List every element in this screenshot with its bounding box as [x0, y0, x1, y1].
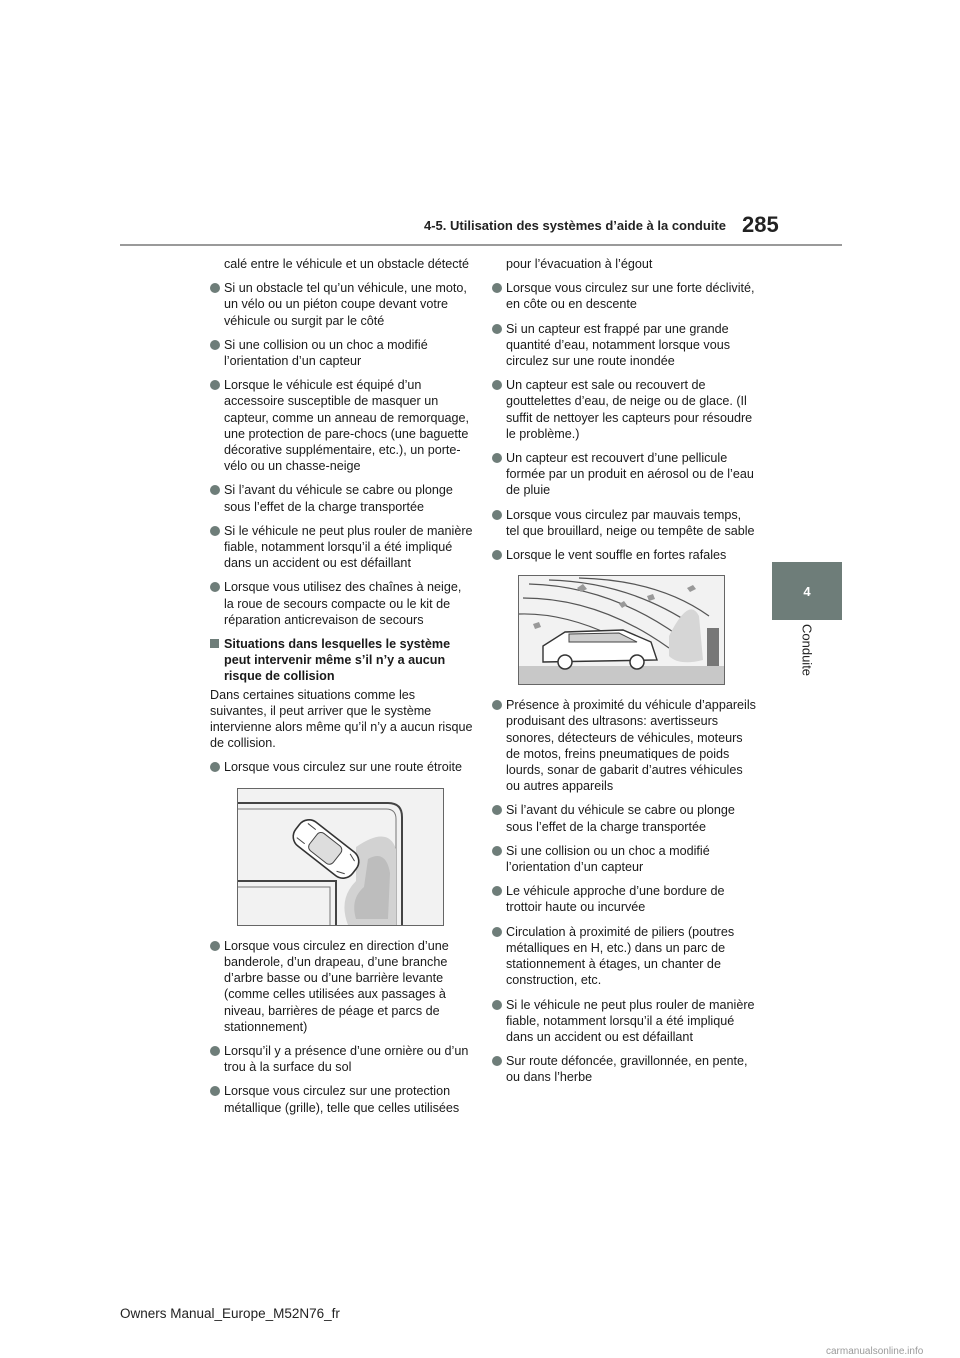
- wind-gust-svg: [519, 576, 724, 684]
- list-item: [492, 321, 756, 370]
- list-item-text: Si une collision ou un choc a modifié l’orientation d’un capteur: [506, 843, 710, 875]
- list-item-text: Lorsque le vent souffle en fortes rafales: [506, 548, 727, 563]
- bullet-icon: [210, 485, 220, 495]
- bullet-icon: [492, 453, 502, 463]
- bullet-icon: [210, 762, 220, 772]
- list-item: [210, 377, 474, 474]
- bullet-icon: [210, 526, 220, 536]
- list-item: [492, 377, 756, 442]
- list-item-text: Si l’avant du véhicule se cabre ou plonge sous l’effet de la charge transportée: [224, 483, 453, 514]
- list-item: [492, 924, 756, 989]
- header-rule: [120, 244, 842, 246]
- list-item-text: Lorsque vous circulez par mauvais temps, tel que brouillard, neige ou tempête de sable: [506, 507, 755, 538]
- bullet-icon: [492, 1056, 502, 1066]
- bullet-icon: [492, 805, 502, 815]
- bullet-icon: [492, 886, 502, 896]
- subheading-text: Situations dans lesquelles le système peut intervenir même s’il n’y a aucun risque de collision: [224, 637, 451, 684]
- list-item: [492, 883, 756, 915]
- header-section-title: 4-5. Utilisation des systèmes d’aide à la conduite: [424, 218, 726, 233]
- chapter-label-text: Conduite: [799, 624, 815, 677]
- list-item: [492, 802, 756, 834]
- list-item: [492, 1053, 756, 1085]
- continuation-text: pour l’évacuation à l’égout: [506, 257, 653, 271]
- page-number: 285: [742, 212, 779, 237]
- bullet-icon: [210, 1086, 220, 1096]
- list-item: [210, 482, 474, 514]
- list-item: [492, 547, 756, 563]
- intro-paragraph: Dans certaines situations comme les suivantes, il peut arriver que le système intervienne alors même qu’il n’y a aucun risque de collision.: [210, 687, 473, 751]
- list-item: [492, 697, 756, 794]
- list-item-text: Un capteur est sale ou recouvert de gouttelettes d’eau, de neige ou de glace. (Il suffit de nettoyer les capteurs pour résoudre le problème.): [506, 378, 753, 441]
- bullet-icon: [492, 324, 502, 334]
- list-item-text: Circulation à proximité de piliers (poutres métalliques en H, etc.) dans un parc de stationnement à étages, un chanter de construction, etc.: [506, 924, 735, 988]
- chapter-tab: 4: [772, 562, 842, 620]
- bullet-icon: [492, 550, 502, 560]
- bullet-icon: [492, 846, 502, 856]
- list-item: [210, 280, 474, 329]
- list-item-text: Si un capteur est frappé par une grande quantité d’eau, notamment lorsque vous circulez sur une route inondée: [506, 321, 731, 369]
- right-column: [492, 256, 756, 1094]
- narrow-road-svg: [238, 789, 443, 925]
- list-item-text: Un capteur est recouvert d’une pellicule formée par un produit en aérosol ou de l’eau de pluie: [506, 451, 754, 498]
- list-item: [210, 579, 474, 628]
- list-item-text: Si l’avant du véhicule se cabre ou plonge sous l’effet de la charge transportée: [506, 803, 735, 834]
- footer-text: Owners Manual_Europe_M52N76_fr: [120, 1306, 340, 1321]
- watermark-text: carmanualsonline.info: [826, 1346, 924, 1357]
- list-item-text: Présence à proximité du véhicule d’appareils produisant des ultrasons: avertisseurs sonores, détecteurs de véhicules, moteurs de motos, freins pneumatiques de poids lourds, sonar de gabarit d’autres véhicules ou autres appareils: [506, 698, 756, 794]
- bullet-icon: [492, 283, 502, 293]
- bullet-icon: [492, 927, 502, 937]
- bullet-icon: [210, 941, 220, 951]
- list-item: [492, 280, 756, 312]
- list-item-text: Si le véhicule ne peut plus rouler de manière fiable, notamment lorsqu’il a été impliqué dans un accident ou est défaillant: [224, 523, 473, 571]
- list-item: [210, 938, 474, 1035]
- list-item-text: Lorsque vous circulez en direction d’une banderole, d’un drapeau, d’une branche d’arbre basse ou d’une barrière levante (comme celles utilisées aux passages à niveau, barrières de péage et parcs de stationnement): [224, 938, 449, 1034]
- bullet-icon: [492, 510, 502, 520]
- list-item-text: Lorsque vous circulez sur une protection métallique (grille), telle que celles utilisées: [224, 1084, 460, 1115]
- list-item-text: Lorsqu’il y a présence d’une ornière ou d’un trou à la surface du sol: [224, 1043, 469, 1075]
- wind-gust-illustration: [518, 575, 725, 685]
- left-column: [210, 256, 474, 1124]
- bullet-icon: [210, 283, 220, 293]
- section-subheading: [210, 636, 474, 685]
- chapter-label: [781, 624, 833, 744]
- list-item-text: Lorsque le véhicule est équipé d’un accessoire susceptible de masquer un capteur, comme un anneau de remorquage, une protection de pare-chocs (une baguette décorative supplémentaire, etc.), un porte-vélo ou un chasse-neige: [224, 378, 470, 474]
- bullet-icon: [492, 380, 502, 390]
- bullet-icon: [210, 1046, 220, 1056]
- list-item: [492, 997, 756, 1046]
- list-item-text: Si un obstacle tel qu’un véhicule, une moto, un vélo ou un piéton coupe devant votre véhicule ou surgit par le côté: [224, 281, 467, 328]
- bullet-icon: [210, 582, 220, 592]
- square-bullet-icon: [210, 639, 219, 648]
- narrow-road-illustration: [237, 788, 444, 926]
- list-item: [210, 523, 474, 572]
- list-item: [210, 337, 474, 369]
- list-item-text: Lorsque vous utilisez des chaînes à neige, la roue de secours compacte ou le kit de réparation anticrevaison de secours: [224, 580, 462, 627]
- list-item: [492, 450, 756, 499]
- list-item-text: Lorsque vous circulez sur une route étroite: [224, 760, 463, 775]
- list-item: [210, 1043, 474, 1075]
- list-item-text: Sur route défoncée, gravillonnée, en pente, ou dans l’herbe: [506, 1054, 748, 1085]
- list-item: [492, 507, 756, 539]
- list-item-text: Lorsque vous circulez sur une forte déclivité, en côte ou en descente: [506, 281, 755, 312]
- continuation-text: calé entre le véhicule et un obstacle détecté: [224, 257, 470, 271]
- bullet-icon: [210, 340, 220, 350]
- list-item: [492, 843, 756, 875]
- list-item-text: Si le véhicule ne peut plus rouler de manière fiable, notamment lorsqu’il a été impliqué dans un accident ou est défaillant: [506, 997, 755, 1044]
- bullet-icon: [492, 1000, 502, 1010]
- list-item-text: Le véhicule approche d’une bordure de trottoir haute ou incurvée: [506, 884, 725, 915]
- list-item-text: Si une collision ou un choc a modifié l’orientation d’un capteur: [224, 337, 428, 369]
- bullet-icon: [492, 700, 502, 710]
- bullet-icon: [210, 380, 220, 390]
- list-item: [210, 1083, 474, 1115]
- list-item: [210, 759, 474, 775]
